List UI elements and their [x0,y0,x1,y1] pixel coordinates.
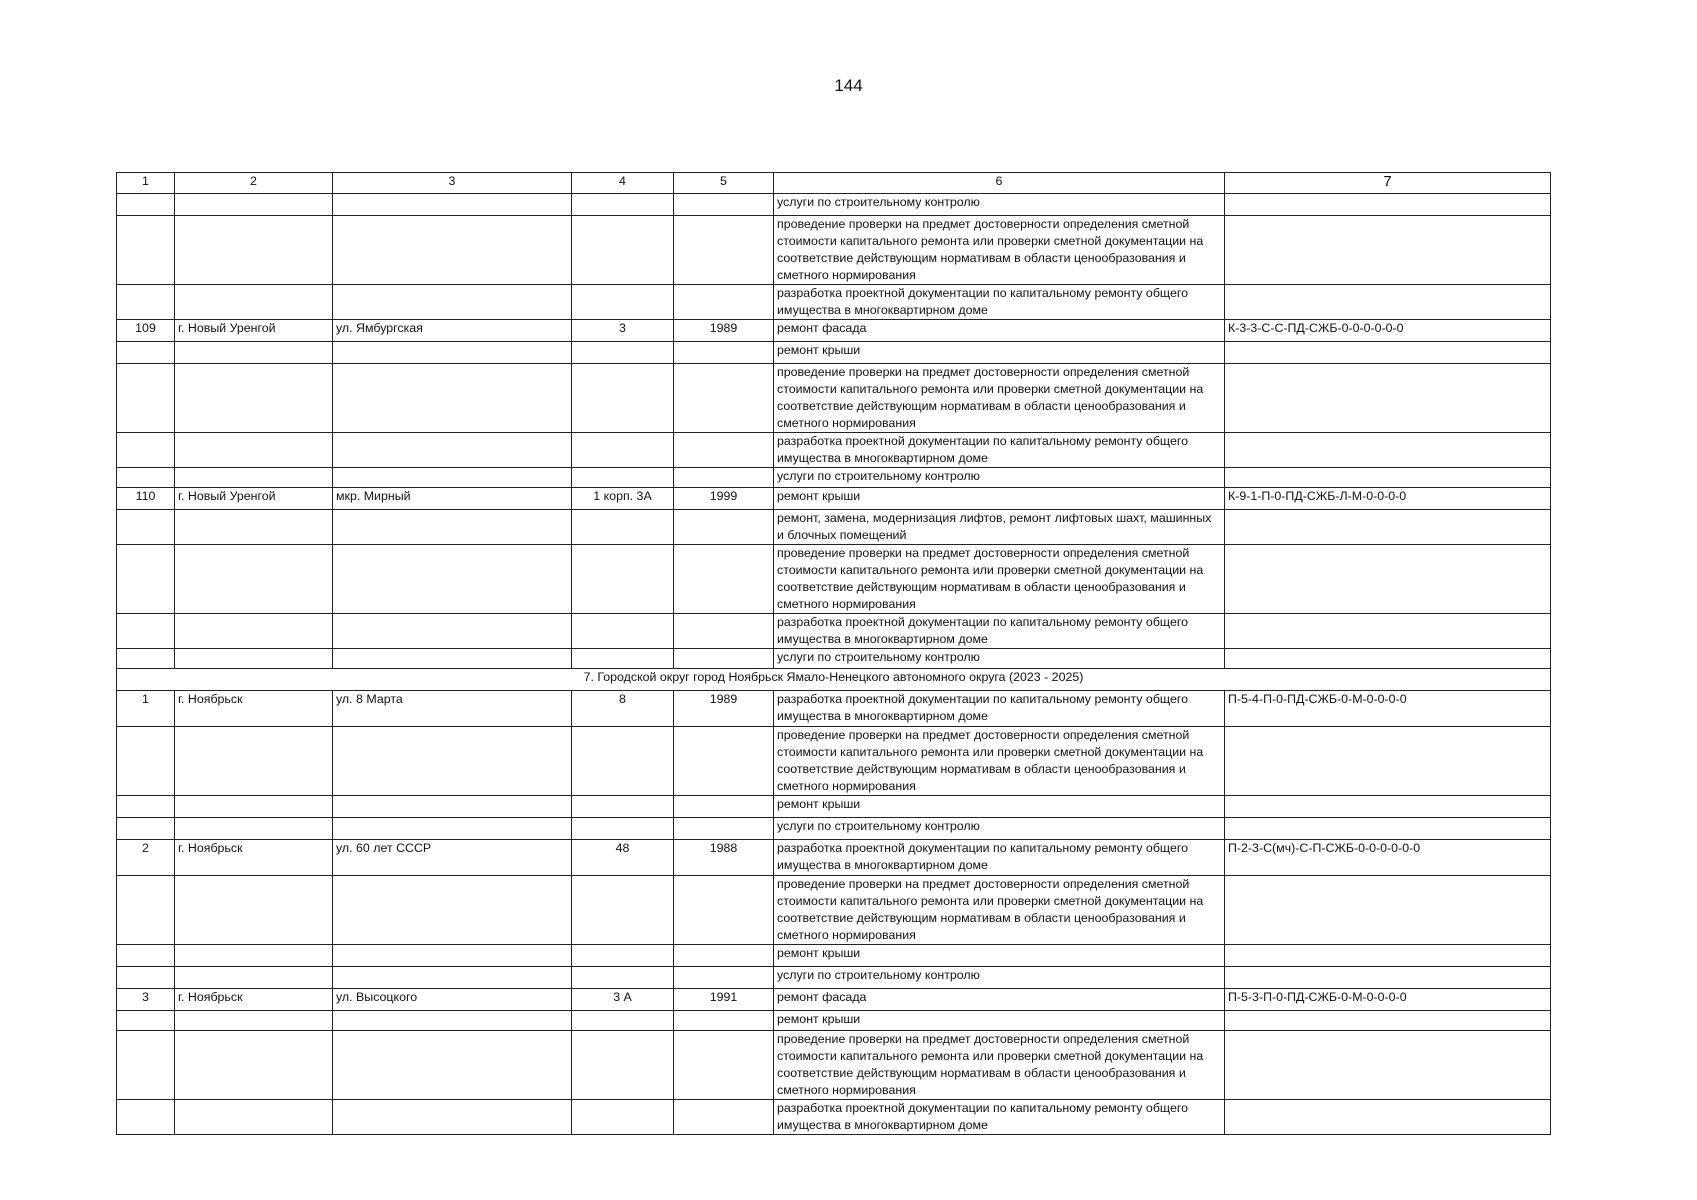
house-code-cell [1225,285,1551,320]
city-cell [175,1100,333,1135]
street-cell [333,216,572,285]
page-number: 144 [834,76,863,95]
house-number-cell [572,545,674,614]
table-row [117,1100,1551,1135]
street-cell [333,945,572,967]
table-row [117,488,1551,510]
build-year-cell [674,364,774,433]
row-number-cell: 2 [117,840,175,876]
row-number-cell [117,818,175,840]
house-number-cell [572,342,674,364]
house-code-cell: П-5-3-П-0-ПД-СЖБ-0-М-0-0-0-0 [1225,989,1551,1011]
house-number-cell: 1 корп. 3А [572,488,674,510]
table-row [117,194,1551,216]
row-number-cell [117,876,175,945]
work-type-cell: услуги по строительному контролю [774,967,1225,989]
work-type-cell: проведение проверки на предмет достоверности определения сметной стоимости капитального ремонта или проверки сметной документации на соответствие действующим нормативам в области ценообразования и сметного нормирования [774,216,1225,285]
work-type-cell: ремонт, замена, модернизация лифтов, ремонт лифтовых шахт, машинных и блочных помещений [774,510,1225,545]
row-number-cell [117,945,175,967]
work-type-cell: разработка проектной документации по капитальному ремонту общего имущества в многоквартирном доме [774,433,1225,468]
house-number-cell: 3 А [572,989,674,1011]
house-number-cell [572,194,674,216]
row-number-cell [117,433,175,468]
city-cell: г. Ноябрьск [175,989,333,1011]
work-type-cell: ремонт крыши [774,342,1225,364]
row-number-cell [117,1031,175,1100]
work-type-cell: ремонт крыши [774,945,1225,967]
city-cell [175,545,333,614]
city-cell [175,649,333,669]
column-header-4: 4 [572,173,674,194]
build-year-cell [674,433,774,468]
work-type-cell: ремонт крыши [774,1011,1225,1031]
house-code-cell: К-9-1-П-0-ПД-СЖБ-Л-М-0-0-0-0 [1225,488,1551,510]
street-cell [333,796,572,818]
column-header-row [117,173,1551,194]
house-code-cell [1225,818,1551,840]
street-cell: ул. Высоцкого [333,989,572,1011]
city-cell [175,727,333,796]
street-cell [333,614,572,649]
house-code-cell [1225,433,1551,468]
street-cell [333,194,572,216]
house-code-cell: К-3-3-С-С-ПД-СЖБ-0-0-0-0-0-0 [1225,320,1551,342]
work-type-cell: услуги по строительному контролю [774,194,1225,216]
city-cell [175,468,333,488]
build-year-cell: 1999 [674,488,774,510]
column-header-2: 2 [175,173,333,194]
build-year-cell [674,468,774,488]
house-code-cell [1225,876,1551,945]
table-row [117,727,1551,796]
build-year-cell: 1989 [674,691,774,727]
work-type-cell: разработка проектной документации по капитальному ремонту общего имущества в многоквартирном доме [774,1100,1225,1135]
street-cell [333,285,572,320]
table-row [117,342,1551,364]
build-year-cell [674,510,774,545]
capital-repair-table [116,172,1551,1135]
house-number-cell [572,818,674,840]
house-code-cell [1225,1011,1551,1031]
table-row [117,545,1551,614]
work-type-cell: услуги по строительному контролю [774,468,1225,488]
row-number-cell [117,510,175,545]
city-cell: г. Новый Уренгой [175,488,333,510]
column-header-5: 5 [674,173,774,194]
house-number-cell [572,649,674,669]
street-cell [333,1011,572,1031]
work-type-cell: ремонт фасада [774,989,1225,1011]
house-number-cell [572,216,674,285]
table-row [117,216,1551,285]
build-year-cell [674,1011,774,1031]
street-cell: ул. 60 лет СССР [333,840,572,876]
build-year-cell: 1991 [674,989,774,1011]
street-cell [333,876,572,945]
city-cell [175,364,333,433]
city-cell [175,614,333,649]
row-number-cell [117,285,175,320]
city-cell [175,1031,333,1100]
table-row [117,967,1551,989]
build-year-cell [674,818,774,840]
build-year-cell [674,727,774,796]
work-type-cell: разработка проектной документации по капитальному ремонту общего имущества в многоквартирном доме [774,614,1225,649]
city-cell: г. Ноябрьск [175,840,333,876]
table-row [117,691,1551,727]
street-cell [333,1031,572,1100]
street-cell [333,649,572,669]
city-cell: г. Новый Уренгой [175,320,333,342]
city-cell: г. Ноябрьск [175,691,333,727]
house-code-cell [1225,194,1551,216]
table-row [117,876,1551,945]
work-type-cell: проведение проверки на предмет достоверности определения сметной стоимости капитального ремонта или проверки сметной документации на соответствие действующим нормативам в области ценообразования и сметного нормирования [774,876,1225,945]
work-type-cell: ремонт фасада [774,320,1225,342]
column-header-3: 3 [333,173,572,194]
street-cell [333,342,572,364]
row-number-cell: 1 [117,691,175,727]
house-number-cell [572,796,674,818]
street-cell [333,545,572,614]
row-number-cell [117,364,175,433]
street-cell [333,967,572,989]
house-number-cell [572,876,674,945]
section-title: 7. Городской округ город Ноябрьск Ямало-Ненецкого автономного округа (2023 - 2025) [117,669,1551,691]
row-number-cell: 110 [117,488,175,510]
house-code-cell [1225,796,1551,818]
house-code-cell [1225,342,1551,364]
street-cell [333,433,572,468]
street-cell [333,727,572,796]
row-number-cell: 3 [117,989,175,1011]
table-row [117,468,1551,488]
house-number-cell [572,1031,674,1100]
street-cell: ул. Ямбургская [333,320,572,342]
table-row [117,510,1551,545]
house-code-cell [1225,614,1551,649]
build-year-cell [674,649,774,669]
section-header-row [117,669,1551,691]
table-row [117,433,1551,468]
build-year-cell [674,1031,774,1100]
house-number-cell: 48 [572,840,674,876]
work-type-cell: проведение проверки на предмет достоверности определения сметной стоимости капитального ремонта или проверки сметной документации на соответствие действующим нормативам в области ценообразования и сметного нормирования [774,727,1225,796]
row-number-cell [117,614,175,649]
city-cell [175,1011,333,1031]
street-cell [333,818,572,840]
build-year-cell [674,285,774,320]
row-number-cell [117,216,175,285]
table-row [117,945,1551,967]
table-row [117,1031,1551,1100]
build-year-cell [674,614,774,649]
city-cell [175,216,333,285]
city-cell [175,967,333,989]
house-code-cell [1225,649,1551,669]
table-row [117,840,1551,876]
work-type-cell: услуги по строительному контролю [774,818,1225,840]
table-row [117,1011,1551,1031]
house-number-cell: 8 [572,691,674,727]
house-code-cell [1225,468,1551,488]
house-number-cell [572,967,674,989]
build-year-cell [674,796,774,818]
house-number-cell [572,614,674,649]
row-number-cell [117,1100,175,1135]
house-code-cell [1225,967,1551,989]
house-number-cell [572,1011,674,1031]
street-cell [333,1100,572,1135]
house-code-cell [1225,727,1551,796]
row-number-cell: 109 [117,320,175,342]
table-body [117,194,1551,1135]
house-code-cell [1225,945,1551,967]
build-year-cell: 1988 [674,840,774,876]
house-number-cell [572,285,674,320]
build-year-cell [674,967,774,989]
street-cell [333,364,572,433]
house-number-cell [572,364,674,433]
work-type-cell: ремонт крыши [774,488,1225,510]
column-header-7: 7 [1225,173,1551,194]
work-type-cell: ремонт крыши [774,796,1225,818]
build-year-cell [674,1100,774,1135]
work-type-cell: разработка проектной документации по капитальному ремонту общего имущества в многоквартирном доме [774,691,1225,727]
work-type-cell: услуги по строительному контролю [774,649,1225,669]
house-number-cell [572,433,674,468]
row-number-cell [117,796,175,818]
city-cell [175,194,333,216]
work-type-cell: проведение проверки на предмет достоверности определения сметной стоимости капитального ремонта или проверки сметной документации на соответствие действующим нормативам в области ценообразования и сметного нормирования [774,364,1225,433]
work-type-cell: разработка проектной документации по капитальному ремонту общего имущества в многоквартирном доме [774,285,1225,320]
work-type-cell: проведение проверки на предмет достоверности определения сметной стоимости капитального ремонта или проверки сметной документации на соответствие действующим нормативам в области ценообразования и сметного нормирования [774,545,1225,614]
build-year-cell [674,194,774,216]
house-code-cell: П-2-3-С(мч)-С-П-СЖБ-0-0-0-0-0-0 [1225,840,1551,876]
house-number-cell [572,510,674,545]
street-cell [333,510,572,545]
street-cell: мкр. Мирный [333,488,572,510]
house-number-cell [572,468,674,488]
build-year-cell [674,945,774,967]
table-row [117,818,1551,840]
city-cell [175,876,333,945]
house-number-cell [572,945,674,967]
build-year-cell [674,545,774,614]
house-code-cell [1225,1031,1551,1100]
row-number-cell [117,194,175,216]
city-cell [175,796,333,818]
house-number-cell: 3 [572,320,674,342]
column-header-6: 6 [774,173,1225,194]
row-number-cell [117,342,175,364]
work-type-cell: проведение проверки на предмет достоверности определения сметной стоимости капитального ремонта или проверки сметной документации на соответствие действующим нормативам в области ценообразования и сметного нормирования [774,1031,1225,1100]
house-code-cell [1225,1100,1551,1135]
build-year-cell [674,216,774,285]
city-cell [175,433,333,468]
table-row [117,285,1551,320]
house-code-cell [1225,364,1551,433]
table-row [117,614,1551,649]
build-year-cell [674,876,774,945]
row-number-cell [117,649,175,669]
build-year-cell [674,342,774,364]
column-header-1: 1 [117,173,175,194]
table-row [117,364,1551,433]
table-row [117,796,1551,818]
house-code-cell [1225,216,1551,285]
street-cell: ул. 8 Марта [333,691,572,727]
city-cell [175,342,333,364]
work-type-cell: разработка проектной документации по капитальному ремонту общего имущества в многоквартирном доме [774,840,1225,876]
house-number-cell [572,1100,674,1135]
city-cell [175,510,333,545]
house-code-cell [1225,510,1551,545]
house-code-cell [1225,545,1551,614]
row-number-cell [117,545,175,614]
row-number-cell [117,468,175,488]
row-number-cell [117,727,175,796]
table-row [117,649,1551,669]
table-row [117,320,1551,342]
table-row [117,989,1551,1011]
city-cell [175,945,333,967]
city-cell [175,818,333,840]
street-cell [333,468,572,488]
row-number-cell [117,967,175,989]
row-number-cell [117,1011,175,1031]
house-code-cell: П-5-4-П-0-ПД-СЖБ-0-М-0-0-0-0 [1225,691,1551,727]
build-year-cell: 1989 [674,320,774,342]
city-cell [175,285,333,320]
house-number-cell [572,727,674,796]
